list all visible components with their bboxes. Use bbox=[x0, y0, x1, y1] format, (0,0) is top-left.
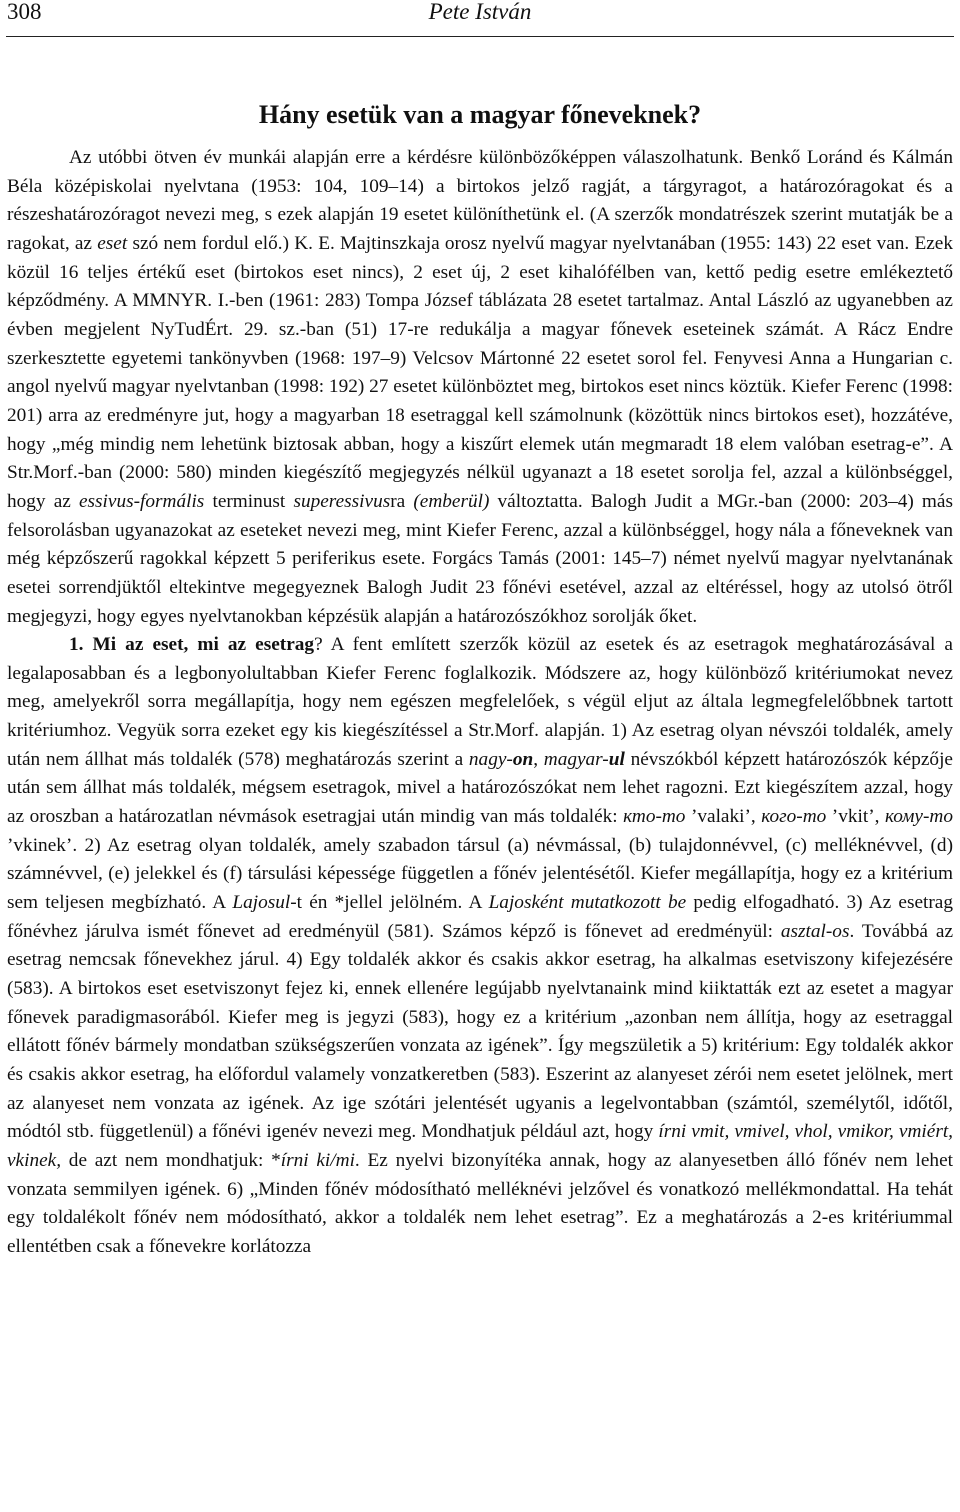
text-run: . Ez nyelvi bizonyítéka annak, hogy az alanyesetben álló főnév nem lehet vonzata semmilyen igének. 6) „Minden főnév módosítható melléknévi jelzővel és vonatkozó mellékmondattal. Ha tehát egy toldalékolt főnév nem módosítható, akkor a toldalék nem lehet esetrag”. Ez a meghatározás a 2-es kritériummal ellentétben csak a főnevekre korlátozza bbox=[7, 1149, 953, 1257]
text-run: változtatta. Balogh Judit a MGr.-ban (2000: 203–4) más felsorolásban ugyanazokat az eseteket nevezi meg, mint Kiefer Ferenc, azzal a különbséggel, hogy nála a főneveknek van még képzőszerű ragokkal képzett 5 periferikus esete. Forgács Tamás (2001: 145–7) német nyelvű magyar nyelvtanának esetei sorrendjüktől eltekintve megegyeznek Balogh Judit 23 főnévi esetével, azzal az eltéréssel, hogy az utolsó ötről megjegyzi, hogy egyes nyelvtanokban képzésük alapján a határozószókhoz sorolják őket. bbox=[7, 490, 953, 627]
text-run: ’vkinek’. 2) Az esetrag olyan toldalék, amely szabadon társul (a) névmással, (b) tulajdonnévvel, (c) melléknévvel, (d) számnévvel, (e) jelekkel és (f) társulási képessége független a főnév jelentésétől. Kiefer megállapítja, hogy ez a kritérium sem teljesen megbízható. A bbox=[7, 834, 953, 914]
text-run: terminust bbox=[204, 490, 294, 512]
article-body bbox=[7, 144, 953, 1262]
text-run: ’vkit’, bbox=[826, 806, 885, 828]
text-run: ? A fent említett szerzők közül az esetek és az esetragok meghatározásával a legalaposabban és a legbonyolultabban Kiefer Ferenc foglalkozik. Módszere az, hogy különböző kritériumokat nevez meg, amelyekről sorra megállapítja, hogy nem egészen megfelelőek, s végül eljut az általa legmegfelelőbbnek tartott kritériumhoz. Vegyük sorra ezeket egy kis kiegészítéssel a Str.Morf. alapján. 1) Az esetrag olyan névszói toldalék, amely után nem állhat más toldalék (578) meghatározás szerint a bbox=[7, 634, 953, 770]
text-run: névszókból képzett határozószók képzője után sem állhat más toldalék, mégsem esetragok, mivel a határozószókat nem lehet ragozni. Ezt kiegészítem azzal, hogy az oroszban a határozatlan névmások esetragjai után mindig van más toldalék: bbox=[7, 748, 953, 828]
text-run: szó nem fordul elő.) K. E. Majtinszkaja orosz nyelvű magyar nyelvtanában (1955: 143) 22 eset van. Ezek közül 16 teljes értékű eset (birtokos eset nincs), 2 eset új, 2 eset kihalófélben van, kettő pedig esetre emlékeztető képződmény. A MMNYR. I.-ben (1961: 283) Tompa József táblázata 28 esetet tartalmaz. Antal László az ugyanebben az évben megjelent NyTudÉrt. 29. sz.-ban (51) 17-re redukálja a magyar főnevek eseteinek számát. A Rácz Endre szerkesztette egyetemi tankönyvben (1968: 197–9) Velcsov Mártonné 22 esetet sorol fel. Fenyvesi Anna a Hungarian c. angol nyelvű magyar nyelvtanban (1998: 192) 27 esetet különböztet meg, birtokos eset nincs köztük. Kiefer Ferenc (1998: 201) arra az eredményre jut, hogy a magyarban 18 esetraggal kell számolnunk (közöttük nincs birtokos eset), hozzátéve, hogy „még mindig nem lehetünk biztosak abban, hogy a kiszűrt elemek után megmaradt 18 elem valóban esetrag-e”. A Str.Morf.-ban (2000: 580) minden kiegészítő megjegyzés nélkül ugyanazt a 18 esetet sorolja fel, azzal a különbséggel, hogy az bbox=[7, 232, 953, 512]
text-run: de azt nem mondhatjuk: * bbox=[61, 1149, 281, 1171]
text-run: кто-то bbox=[623, 806, 686, 828]
article-title: Hány esetük van a magyar főneveknek? bbox=[258, 100, 702, 130]
text-run: essivus-formális bbox=[78, 490, 205, 512]
running-head: Pete István bbox=[428, 0, 532, 24]
text-run: Lajosként mutatkozott be bbox=[488, 892, 687, 914]
text-run: asztal-os bbox=[780, 920, 850, 942]
text-run: ’valaki’, bbox=[685, 806, 762, 828]
text-run: кого-то bbox=[761, 806, 827, 828]
text-run: Lajosul bbox=[232, 892, 291, 914]
text-run: eset bbox=[97, 232, 128, 254]
header-rule bbox=[6, 36, 954, 37]
text-run: . Továbbá az esetrag nemcsak főnevekhez járul. 4) Egy toldalék akkor és csakis akkor esetrag, ha alkalmas esetviszony kifejezésére (583). A birtokos eset esetviszonyt fejez ki, ennek ellenére legújabb nyelvtanaink mind kiiktatták ezt az esetet a magyar főnevek paradigmasorából. Kiefer meg is jegyzi (583), hogy ez a kritérium „azonban nem állítja, hogy az esetraggal ellátott főnév bármely mondatban szükségszerűen vonzata az igének”. Így megszületik a 5) kritérium: Egy toldalék akkor és csakis akkor esetrag, ha előfordul valamely vonzatkeretben (583). Eszerint az alanyeset zérói nem esetet jelölnek, mert az alanyeset nem vonzata az igének. Az ige szótári jelentését ugyanis a legelvontabban (számtól, személytől, időtől, módtól stb. függetlenül) a főnévi igenév nevezi meg. Mondhatjuk például azt, hogy bbox=[7, 920, 954, 1143]
paragraph-intro bbox=[7, 144, 953, 631]
text-run: on bbox=[512, 748, 534, 770]
text-run: Az utóbbi ötven év munkái alapján erre a kérdésre különbözőképpen válaszolhatunk. Benkő Loránd és Kálmán Béla középiskolai nyelvtana (1953: 104, 109–14) a birtokos jelző ragját, a tárgyragot, a határozóragokat és a részeshatározóragot nevezi meg, s ezek alapján 19 esetet különíthetünk el. (A szerzők mondatrészek szerint mutatják be a ragokat, az bbox=[7, 147, 953, 254]
paragraph-section-1 bbox=[7, 631, 953, 1261]
text-run: pedig elfogadható. 3) Az esetrag főnévhez járulva ismét főnevet ad eredményül (581). Számos képző is főnevet ad eredményül: bbox=[7, 892, 953, 942]
text-run: ra bbox=[390, 490, 414, 512]
text-run: (emberül) bbox=[413, 490, 490, 512]
text-run: írni vmit, vmivel, vhol, vmikor, vmiért, vkinek, bbox=[7, 1121, 953, 1171]
text-run: írni ki/mi bbox=[280, 1149, 355, 1171]
text-run: superessivus bbox=[293, 490, 391, 512]
text-run: 1. Mi az eset, mi az esetrag bbox=[69, 634, 315, 656]
text-run: magyar- bbox=[543, 748, 609, 770]
text-run: кому-то bbox=[884, 806, 953, 828]
text-run: ul bbox=[608, 748, 625, 770]
text-run: nagy- bbox=[468, 748, 513, 770]
page-number: 308 bbox=[7, 0, 42, 24]
text-run: -t én *jellel jelölném. A bbox=[290, 892, 489, 914]
text-run: , bbox=[533, 748, 544, 770]
